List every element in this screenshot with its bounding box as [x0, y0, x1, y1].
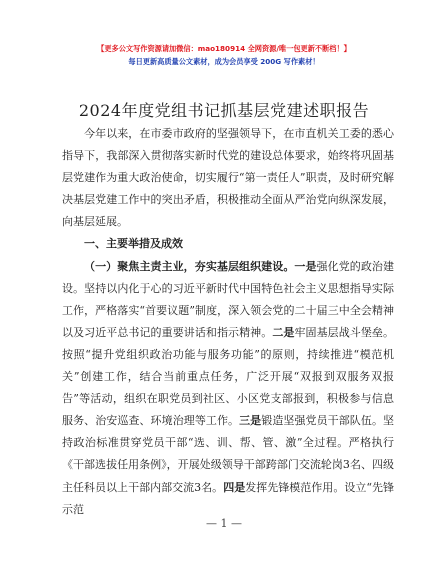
point-4-text: 发挥先锋模范作用。设立“先锋示范 — [62, 480, 395, 516]
section-heading: 一、主要举措及成效 — [84, 237, 183, 251]
promo-banner-wechat: 【更多公文写作资源请加微信：mao180914 全网资源/唯一包更新不断档！】 — [97, 44, 351, 53]
point-2-text: 牢固基层战斗堡垒。按照“提升党组织政治功能与服务功能”的原则，持续推进“模范机关”创建工作，结合当前重点任务，广泛开展“双报到双服务双报告”等活动，组织在职党员到社区、小区党支部报到，积极参与信息服务、治安巡查、环境治理等工作。 — [62, 325, 395, 428]
promo-banner-membership: 每日更新高质量公文素材，成为会员享受 200G 写作素材！ — [128, 57, 320, 66]
point-3-label: 三是 — [239, 414, 262, 428]
page-number: — 1 — — [206, 517, 242, 530]
intro-paragraph: 今年以来，在市委市政府的坚强领导下，在市直机关工委的悉心指导下，我部深入贯彻落实新时代党的建设总体要求，始终将巩固基层党建作为重大政治使命，切实履行“第一责任人”职责，及时研究解决基层党建工作中的突出矛盾，积极推动全面从严治党向纵深发展，向基层延展。 — [62, 127, 394, 229]
point-1-label: 一是 — [294, 259, 317, 273]
document-title: 2024年度党组书记抓基层党建述职报告 — [78, 101, 370, 120]
point-4-label: 四是 — [223, 480, 246, 494]
point-2-label: 二是 — [272, 325, 295, 339]
point-1-text: 强化党的政治建设。坚持以内化于心的习近平新时代中国特色社会主义思想指导实际工作，严格落实“首要议题”制度，深入领会党的二十届三中全会精神以及习近平总书记的重要讲话和指示精神。 — [62, 259, 395, 339]
document-body — [62, 123, 394, 521]
measures-paragraph — [62, 256, 394, 521]
point-3-text: 锻造坚强党员干部队伍。坚持政治标准贯穿党员干部“选、训、帮、管、激”全过程。严格执行《干部选拔任用条例》，开展处级领导干部跨部门交流轮岗3名、四级主任科员以上干部内部交流3名。 — [62, 414, 395, 494]
subsection-heading: （一）聚焦主责主业，夯实基层组织建设。 — [84, 259, 295, 273]
